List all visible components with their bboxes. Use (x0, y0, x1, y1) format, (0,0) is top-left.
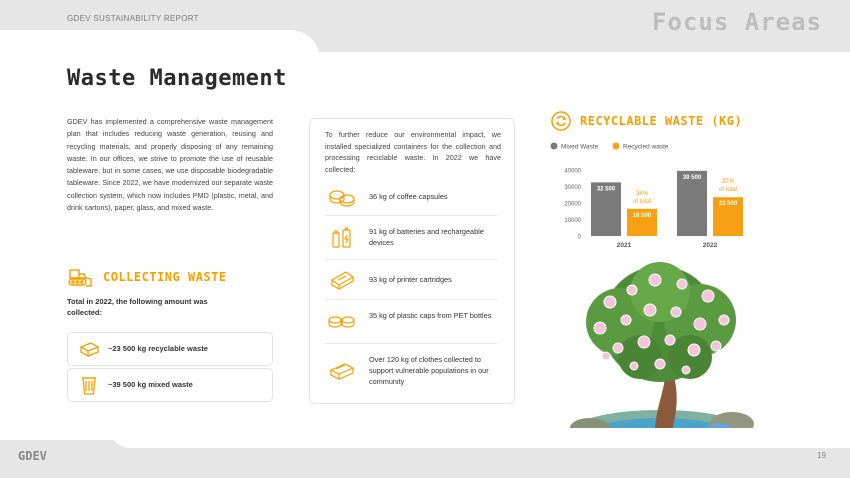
recyclable-waste-title: RECYCLABLE WASTE (KG) (580, 114, 743, 128)
legend-marker (613, 143, 620, 150)
coffee-capsules-icon (327, 185, 357, 209)
y-tick-label: 30000 (564, 185, 581, 191)
clothes-icon (327, 360, 357, 384)
mixed-waste-item (67, 368, 273, 402)
x-tick-label: 2022 (702, 242, 718, 249)
trash-bin-icon (78, 374, 100, 396)
intro-paragraph: GDEV has implemented a comprehensive waste management plan that includes reducing waste generation, reusing and recycling materials, and properly disposing of any remaining waste. In our offices, we strive to promote the use of reusable tableware, but in some cases, we use disposable biodegradable tableware. Since 2022, we have modernized our separate waste collection system, which now includes PMD (plastic, metal, and drink cartons), paper, glass, and mixed waste. (67, 117, 273, 213)
section-title: Focus Areas (652, 8, 822, 36)
recyclable-waste-chart (545, 138, 775, 258)
bar-value-label: 32 500 (596, 186, 616, 193)
legend-label: Mixed Waste (561, 143, 599, 151)
collecting-waste-title: COLLECTING WASTE (103, 270, 227, 284)
x-tick-label: 2021 (616, 242, 632, 249)
recycle-box-icon (78, 338, 100, 360)
list-item (325, 343, 497, 400)
list-item (325, 259, 497, 300)
legend-marker (551, 143, 558, 150)
list-item (325, 215, 497, 260)
gdev-logo: GDEV (18, 449, 47, 463)
batteries-label: 91 kg of batteries and rechargeable devices (369, 227, 484, 247)
y-tick-label: 0 (577, 234, 581, 241)
plastic-caps-icon (327, 310, 357, 334)
recyclable-waste-label: ~23 500 kg recyclable waste (108, 344, 208, 353)
mixed-waste-label: ~39 500 kg mixed waste (108, 380, 193, 389)
bulldozer-icon (67, 266, 93, 290)
printer-cartridge-icon (327, 268, 357, 292)
bar-value-label: 16 500 (632, 212, 652, 219)
coffee-capsules-label: 36 kg of coffee capsules (369, 192, 448, 201)
list-item (325, 299, 497, 344)
y-tick-label: 20000 (564, 201, 581, 208)
containers-intro: To further reduce our environmental impact, we installed specialized containers for the collection and processing reciclable waste. In 2022 we have collected: (325, 130, 501, 174)
top-bar-curve (0, 30, 320, 60)
bar-value-label: 39 500 (682, 174, 702, 181)
recyclable-waste-item (67, 332, 273, 366)
bar-value-label: 23 500 (718, 201, 738, 208)
clothes-label: Over 120 kg of clothes collected to support vulnerable populations in our community (369, 355, 489, 386)
y-tick-label: 40000 (564, 168, 581, 175)
y-tick-label: 10000 (564, 218, 581, 224)
plastic-caps-label: 35 kg of plastic caps from PET bottles (369, 311, 492, 320)
printer-cartridges-label: 93 kg of printer cartridges (369, 275, 452, 284)
recycle-icon (550, 110, 572, 132)
page-number: 19 (817, 451, 826, 460)
list-item (325, 179, 497, 215)
share-caption-label: of total (718, 187, 738, 194)
containers-card (309, 118, 515, 404)
share-percent-label: 37% (721, 179, 735, 186)
total-collected-label: Total in 2022, the following amount was collected: (67, 297, 208, 317)
share-percent-label: 34% (635, 190, 649, 197)
share-caption-label: of total (632, 198, 652, 205)
page-title: Waste Management (67, 66, 287, 91)
bottom-bar-curve (110, 428, 850, 448)
legend-label: Recycled waste (623, 143, 669, 151)
batteries-icon (327, 226, 357, 250)
report-title: GDEV SUSTAINABILITY REPORT (67, 14, 199, 23)
